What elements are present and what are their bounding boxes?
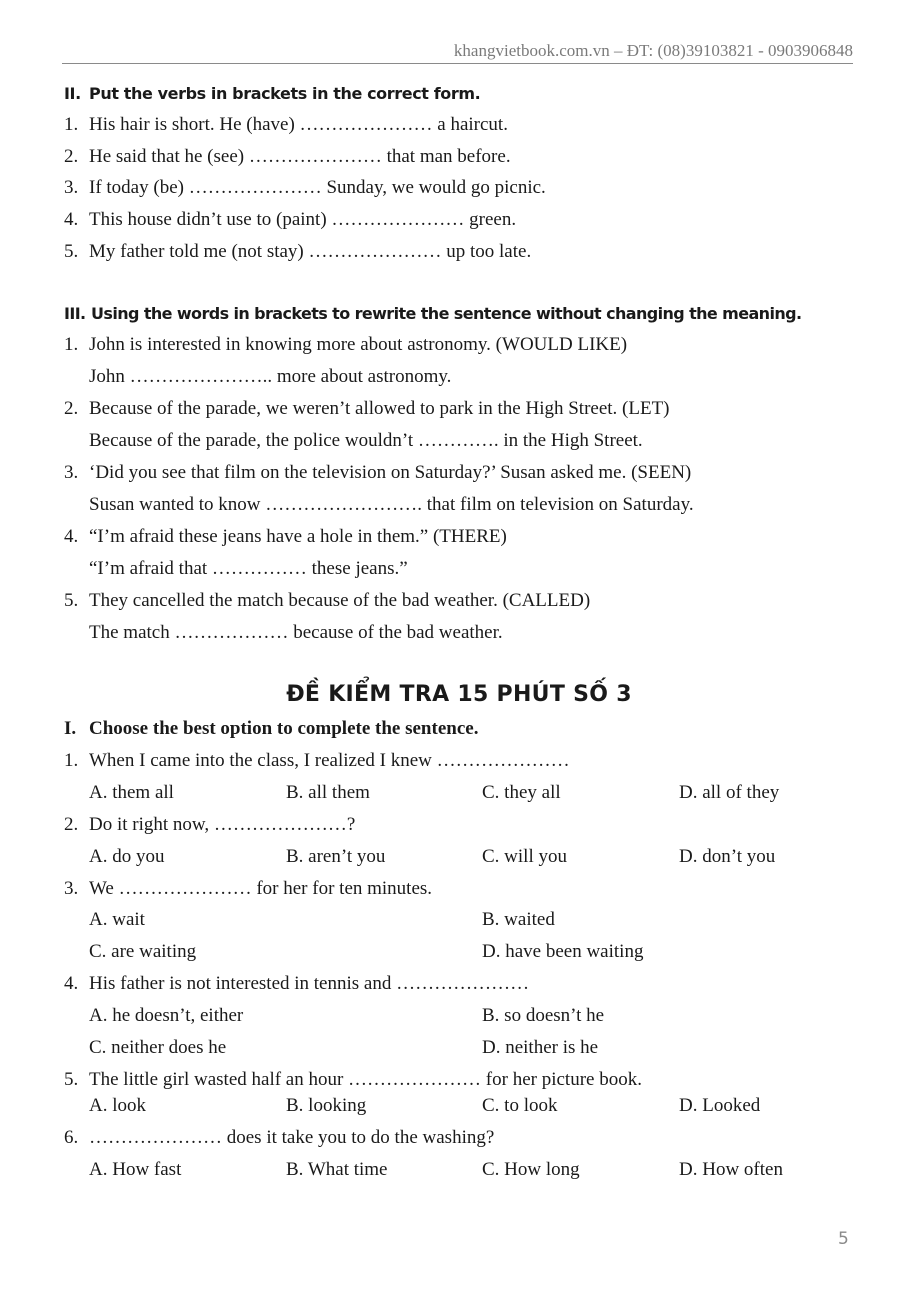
test-section-1-heading <box>64 718 478 740</box>
option-c: C. neither does he <box>89 1037 227 1058</box>
item-number: 3. <box>64 462 79 483</box>
rewrite-line: John ………………….. more about astronomy. <box>89 366 452 387</box>
page-number: 5 <box>838 1229 849 1249</box>
item-number: 1. <box>64 334 79 355</box>
exercise-item <box>64 114 508 136</box>
item-text: He said that he (see) ………………… that man before. <box>89 146 511 167</box>
option-c: C. they all <box>482 782 561 803</box>
option-d: D. have been waiting <box>482 941 644 962</box>
option-b: B. What time <box>286 1159 388 1180</box>
option-d: D. How often <box>679 1159 783 1180</box>
question <box>64 973 529 995</box>
exercise-item <box>64 334 627 356</box>
question-text: When I came into the class, I realized I knew ………………… <box>89 750 570 771</box>
option-c: C. will you <box>482 846 567 867</box>
option-a: A. How fast <box>89 1159 182 1180</box>
item-text: My father told me (not stay) ………………… up too late. <box>89 241 532 262</box>
option-b: B. waited <box>482 909 555 930</box>
rewrite-line: Because of the parade, the police wouldn’t …………. in the High Street. <box>89 430 643 451</box>
exercise-item <box>64 590 590 612</box>
section-2-title: Put the verbs in brackets in the correct form. <box>89 84 481 103</box>
question-number: 6. <box>64 1127 79 1148</box>
item-number: 2. <box>64 398 79 419</box>
option-b: B. all them <box>286 782 370 803</box>
section-3-heading <box>64 304 801 323</box>
question-number: 1. <box>64 750 79 771</box>
option-b: B. aren’t you <box>286 846 386 867</box>
rewrite-line: The match ……………… because of the bad weather. <box>89 622 503 643</box>
option-a: A. do you <box>89 846 165 867</box>
exercise-item <box>64 177 546 199</box>
option-a: A. look <box>89 1095 146 1116</box>
rewrite-line: “I’m afraid that …………… these jeans.” <box>89 558 408 579</box>
test-section-title: Choose the best option to complete the sentence. <box>89 718 479 739</box>
question-text: We ………………… for her for ten minutes. <box>89 878 433 899</box>
section-2-number: II. <box>64 84 81 103</box>
section-2-heading <box>64 84 480 103</box>
option-b: B. so doesn’t he <box>482 1005 605 1026</box>
item-number: 4. <box>64 526 79 547</box>
item-number: 4. <box>64 209 79 230</box>
question-number: 5. <box>64 1069 79 1090</box>
section-3-title: Using the words in brackets to rewrite the sentence without changing the meaning. <box>91 304 802 323</box>
question-text: Do it right now, …………………? <box>89 814 356 835</box>
exercise-item <box>64 398 670 420</box>
section-3-number: III. <box>64 304 86 323</box>
item-text: They cancelled the match because of the bad weather. (CALLED) <box>89 590 591 611</box>
question-text: ………………… does it take you to do the washing? <box>89 1127 495 1148</box>
question <box>64 814 355 836</box>
option-a: A. wait <box>89 909 145 930</box>
item-text: ‘Did you see that film on the television on Saturday?’ Susan asked me. (SEEN) <box>89 462 692 483</box>
question-text: The little girl wasted half an hour ………………… for her picture book. <box>89 1069 642 1090</box>
test-title: ĐỀ KIỂM TRA 15 PHÚT SỐ 3 <box>286 682 632 707</box>
option-a: A. he doesn’t, either <box>89 1005 244 1026</box>
item-number: 1. <box>64 114 79 135</box>
question <box>64 1069 642 1091</box>
question <box>64 750 570 772</box>
item-number: 5. <box>64 241 79 262</box>
exercise-item <box>64 146 511 168</box>
option-b: B. looking <box>286 1095 367 1116</box>
item-text: John is interested in knowing more about astronomy. (WOULD LIKE) <box>89 334 628 355</box>
option-d: D. all of they <box>679 782 780 803</box>
item-number: 3. <box>64 177 79 198</box>
exercise-item <box>64 209 516 231</box>
question <box>64 878 432 900</box>
test-section-number: I. <box>64 718 77 739</box>
option-c: C. are waiting <box>89 941 197 962</box>
exercise-item <box>64 526 507 548</box>
item-number: 5. <box>64 590 79 611</box>
option-c: C. How long <box>482 1159 580 1180</box>
question-text: His father is not interested in tennis and ………………… <box>89 973 530 994</box>
item-number: 2. <box>64 146 79 167</box>
option-d: D. neither is he <box>482 1037 599 1058</box>
rewrite-line: Susan wanted to know ……………………. that film on television on Saturday. <box>89 494 694 515</box>
option-c: C. to look <box>482 1095 558 1116</box>
item-text: Because of the parade, we weren’t allowed to park in the High Street. (LET) <box>89 398 670 419</box>
item-text: “I’m afraid these jeans have a hole in them.” (THERE) <box>89 526 507 547</box>
question-number: 4. <box>64 973 79 994</box>
option-d: D. don’t you <box>679 846 776 867</box>
item-text: If today (be) ………………… Sunday, we would go picnic. <box>89 177 546 198</box>
exercise-item <box>64 241 531 263</box>
header-contact: khangvietbook.com.vn – ĐT: (08)39103821 - 0903906848 <box>453 41 853 60</box>
item-text: This house didn’t use to (paint) ………………… green. <box>89 209 517 230</box>
question <box>64 1127 494 1149</box>
option-d: D. Looked <box>679 1095 761 1116</box>
option-a: A. them all <box>89 782 174 803</box>
question-number: 3. <box>64 878 79 899</box>
page-header <box>62 41 853 64</box>
item-text: His hair is short. He (have) ………………… a haircut. <box>89 114 508 135</box>
exercise-item <box>64 462 691 484</box>
question-number: 2. <box>64 814 79 835</box>
